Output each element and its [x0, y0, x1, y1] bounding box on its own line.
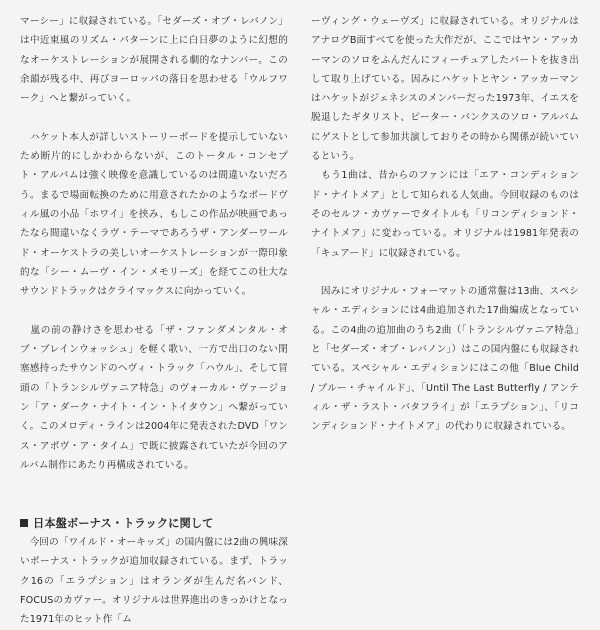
- section-heading: [20, 514, 288, 533]
- left-paragraph-2: ハケット本人が詳しいストーリーボードを提示していないため断片的にしかわからないが、このトータル・コンセプト・アルバムは強く映像を意識しているのは間違いないだろう。まるで場面転換のために用意されたかのようなボードヴィル風の小品「ホワイ」を挟み、もしこの作品が映画であったなら間違いなくラヴ・テーマであろうザ・アンダーワールド・オーケストラの美しいオーケストレーションが一際印象的な「シー・ムーヴ・イン・メモリーズ」を経てこの壮大なサウンドトラックはクライマックスに向かっていく。: [20, 131, 288, 298]
- section-heading-text: 日本盤ボーナス・トラックに関して: [33, 516, 214, 530]
- left-paragraph-3: 嵐の前の静けさを思わせる「ザ・ファンダメンタル・オブ・ブレインウォッシュ」を軽く歌い、一方で出口のない閉塞感持ったサウンドのヘヴィ・トラック「ハウル」、そして冒頭の「トランシルヴァニア特急」のヴォーカル・ヴァージョン「ア・ダーク・ナイト・イン・トイタウン」へ繋がっていく。このメロディ・ラインは2004年に発表されたDVD「ワンス・アボヴ・ア・タイム」で既に披露されていたが今回のアルバム制作にあたり再構成されている。: [20, 324, 288, 471]
- left-paragraph-1: マーシー」に収録されている。「セダーズ・オブ・レバノン」は中近東風のリズム・パターンに上に白日夢のように幻想的なオーケストレーションが展開される劇的なナンバー。この余韻が残る中、再びヨーロッパの落日を思わせる「ウルフワーク」へと繋がっていく。: [20, 16, 288, 105]
- paragraph-gap: [20, 108, 288, 127]
- section-gap: [20, 494, 288, 513]
- right-paragraph-1: ーヴィング・ウェーヴズ」に収録されている。オリジナルはアナログB面すべてを使った大作だが、ここではヤン・アッカーマンのソロをふんだんにフィーチュアしたパートを抜き出して取り上げている。因みにハケットとヤン・アッカーマンはハケットがジェネシスのメンバーだった1973年、イエスを脱退したギタリスト、ピーター・バンクスのソロ・アルバムにゲストとして参加共演しておりその時から関係が続いているという。: [311, 16, 579, 163]
- left-paragraph-4: 今回の「ワイルド・オーキッズ」の国内盤には2曲の興味深いボーナス・トラックが追加収録されている。まず、トラック16の「エラプション」はオランダが生んだ名バンド、FOCUSのカヴァー。オリジナルは世界進出のきっかけとなった1971年のヒット作「ム: [20, 537, 288, 626]
- left-column: [20, 12, 288, 630]
- section-gap: [20, 475, 288, 494]
- square-bullet-icon: [20, 519, 28, 527]
- paragraph-gap: [20, 301, 288, 320]
- paragraph-gap: [311, 263, 579, 282]
- right-paragraph-3: 因みにオリジナル・フォーマットの通常盤は13曲、スペシャル・エディションには4曲追加された17曲編成となっている。この4曲の追加曲のうち2曲（「トランシルヴァニア特急」と「セダーズ・オブ・レバノン」）はこの国内盤にも収録されている。スペシャル・エディションにはこの他「Blue Child / ブルー・チャイルド」、「Until The Last Butterfly / アンティル・ザ・ラスト・バタフライ」が「エラプション」、「リコンディションド・ナイトメア」の代わりに収録されている。: [311, 286, 579, 433]
- right-paragraph-2: もう1曲は、昔からのファンには「エア・コンディションド・ナイトメア」として知られる人気曲。今回収録のものはそのセルフ・カヴァーでタイトルも「リコンディションド・ナイトメア」に変わっている。オリジナルは1981年発表の「キュアード」に収録されている。: [311, 170, 579, 259]
- right-column: [311, 12, 579, 437]
